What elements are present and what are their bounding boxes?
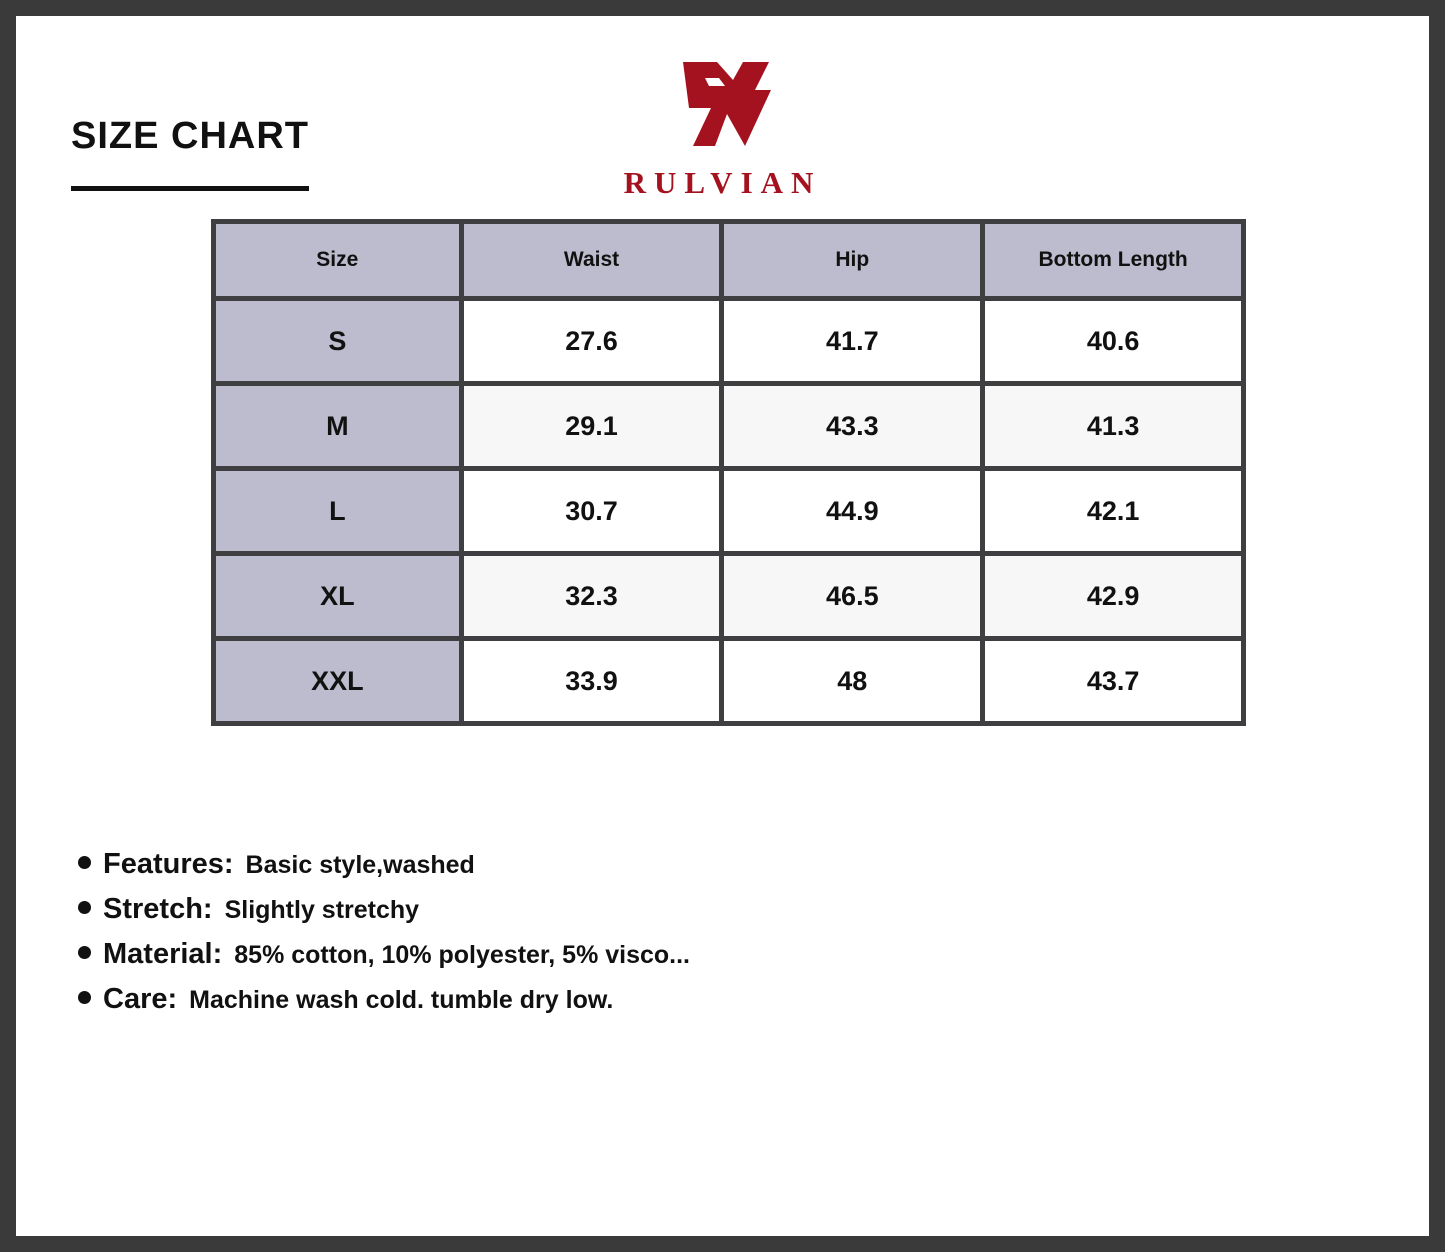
cell-bottom-length: 42.9 bbox=[985, 556, 1241, 636]
note-value: Basic style,washed bbox=[245, 851, 475, 879]
cell-hip: 41.7 bbox=[724, 301, 980, 381]
cell-hip: 44.9 bbox=[724, 471, 980, 551]
note-value: Machine wash cold. tumble dry low. bbox=[189, 986, 614, 1014]
cell-waist: 33.9 bbox=[464, 641, 720, 721]
brand-logo bbox=[16, 56, 1429, 201]
note-item-care bbox=[78, 983, 1278, 1016]
table-row bbox=[216, 471, 1241, 551]
cell-bottom-length: 43.7 bbox=[985, 641, 1241, 721]
column-header-waist: Waist bbox=[464, 224, 720, 296]
cell-bottom-length: 41.3 bbox=[985, 386, 1241, 466]
cell-size: M bbox=[216, 386, 459, 466]
note-label: Material: bbox=[103, 938, 223, 970]
column-header-size: Size bbox=[216, 224, 459, 296]
table-row bbox=[216, 556, 1241, 636]
note-value: 85% cotton, 10% polyester, 5% visco... bbox=[234, 941, 691, 969]
cell-waist: 32.3 bbox=[464, 556, 720, 636]
table-row bbox=[216, 641, 1241, 721]
note-item-features bbox=[78, 848, 1278, 881]
cell-hip: 46.5 bbox=[724, 556, 980, 636]
table-header-row bbox=[216, 224, 1241, 296]
note-label: Stretch: bbox=[103, 893, 213, 925]
page-title: SIZE CHART bbox=[71, 115, 309, 157]
note-label: Features: bbox=[103, 848, 234, 880]
size-chart-table bbox=[211, 219, 1246, 726]
cell-waist: 27.6 bbox=[464, 301, 720, 381]
cell-waist: 30.7 bbox=[464, 471, 720, 551]
note-item-stretch bbox=[78, 893, 1278, 926]
product-notes bbox=[78, 848, 1278, 1028]
bullet-icon bbox=[78, 901, 91, 914]
size-table-wrapper bbox=[211, 219, 1246, 726]
bullet-icon bbox=[78, 991, 91, 1004]
cell-size: S bbox=[216, 301, 459, 381]
cell-bottom-length: 42.1 bbox=[985, 471, 1241, 551]
cell-hip: 43.3 bbox=[724, 386, 980, 466]
rulvian-monogram-icon bbox=[659, 56, 787, 151]
brand-name: RULVIAN bbox=[623, 165, 822, 200]
cell-size: XL bbox=[216, 556, 459, 636]
cell-bottom-length: 40.6 bbox=[985, 301, 1241, 381]
note-item-material bbox=[78, 938, 1278, 971]
table-row bbox=[216, 386, 1241, 466]
bullet-icon bbox=[78, 946, 91, 959]
cell-size: XXL bbox=[216, 641, 459, 721]
cell-hip: 48 bbox=[724, 641, 980, 721]
bullet-icon bbox=[78, 856, 91, 869]
table-row bbox=[216, 301, 1241, 381]
cell-waist: 29.1 bbox=[464, 386, 720, 466]
column-header-bottom-length: Bottom Length bbox=[985, 224, 1241, 296]
note-value: Slightly stretchy bbox=[224, 896, 420, 924]
note-label: Care: bbox=[103, 983, 178, 1015]
page-inner bbox=[16, 16, 1429, 1236]
column-header-hip: Hip bbox=[724, 224, 980, 296]
cell-size: L bbox=[216, 471, 459, 551]
